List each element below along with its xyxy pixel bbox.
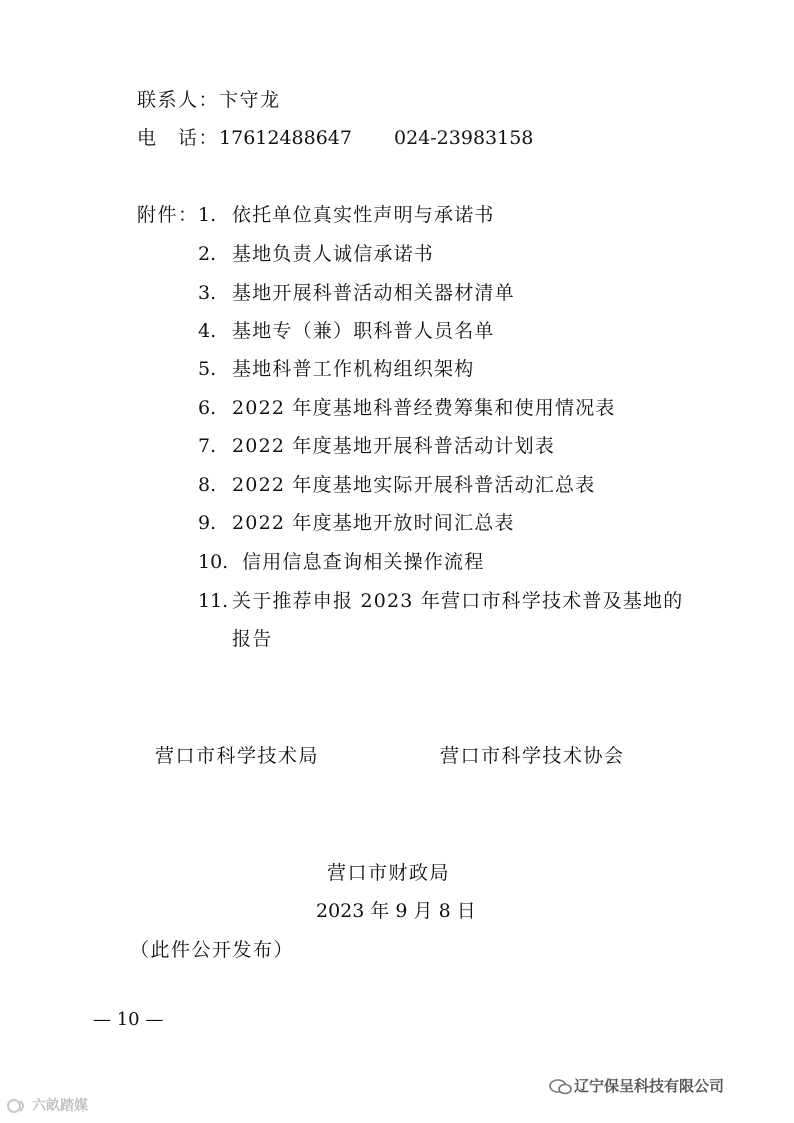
attachment-item: [198, 357, 474, 381]
attachment-number: 5.: [198, 358, 217, 380]
attachment-number: 8.: [198, 474, 217, 496]
watermark-right-text: 辽宁保呈科技有限公司: [574, 1077, 725, 1095]
contact-phone-line: [137, 126, 533, 150]
attachment-item: [198, 242, 434, 266]
attachment-number: 11.: [198, 590, 229, 612]
attachment-item: [198, 319, 495, 343]
contact-phone-label: 电 话：: [137, 127, 220, 149]
attachment-item: [198, 550, 484, 574]
attachment-text: 关于推荐申报 2023 年营口市科学技术普及基地的: [232, 590, 684, 612]
contact-phone-2: 024-23983158: [394, 127, 534, 149]
disclosure-note: （此件公开发布）: [130, 939, 295, 961]
attachment-item: [198, 203, 495, 227]
attachment-item: [198, 434, 555, 458]
signature-org-1: 营口市科学技术局: [155, 745, 320, 767]
attachment-item: [198, 589, 683, 613]
attachment-text: 依托单位真实性声明与承诺书: [232, 204, 495, 226]
attachment-text: 基地开展科普活动相关器材清单: [232, 282, 515, 304]
attachment-number: 7.: [198, 435, 217, 457]
attachment-item: [198, 396, 616, 420]
contact-person-label: 联系人：: [137, 89, 220, 111]
attachment-number: 6.: [198, 397, 217, 419]
attachment-text: 2022 年度基地开展科普活动计划表: [232, 435, 555, 457]
attachment-number: 10.: [198, 551, 229, 573]
attachment-text: 基地专（兼）职科普人员名单: [232, 320, 495, 342]
attachment-text: 2022 年度基地实际开展科普活动汇总表: [232, 474, 596, 496]
page-number: — 10 —: [93, 1009, 164, 1030]
attachment-number: 1.: [198, 204, 217, 226]
attachment-text: 2022 年度基地开放时间汇总表: [232, 512, 515, 534]
attachment-number: 9.: [198, 512, 217, 534]
signature-org-2: 营口市科学技术协会: [440, 745, 625, 767]
contact-person-line: [137, 88, 281, 112]
contact-person-name: 卞守龙: [219, 89, 281, 111]
attachment-text: 基地科普工作机构组织架构: [232, 358, 475, 380]
watermark-right: [548, 1075, 724, 1096]
attachment-item: [198, 473, 595, 497]
signature-date: 2023 年 9 月 8 日: [316, 900, 476, 922]
signature-org-3: 营口市财政局: [327, 862, 451, 884]
attachment-text-continuation: 报告: [232, 628, 273, 650]
wechat-icon: [548, 1078, 574, 1096]
attachment-number: 4.: [198, 320, 217, 342]
attachment-number: 3.: [198, 282, 217, 304]
attachment-item: [198, 281, 515, 305]
attachments-label: 附件：: [137, 204, 199, 226]
watermark-left: [6, 1095, 88, 1115]
attachment-number: 2.: [198, 243, 217, 265]
watermark-logo-icon: [6, 1098, 32, 1114]
attachment-text: 信用信息查询相关操作流程: [242, 551, 485, 573]
attachment-item: [198, 511, 515, 535]
attachment-text: 2022 年度基地科普经费筹集和使用情况表: [232, 397, 616, 419]
watermark-left-text: 六畝踏媒: [32, 1098, 88, 1114]
contact-phone-1: 17612488647: [219, 127, 352, 149]
attachment-continuation: [232, 627, 272, 651]
attachment-text: 基地负责人诚信承诺书: [232, 243, 435, 265]
